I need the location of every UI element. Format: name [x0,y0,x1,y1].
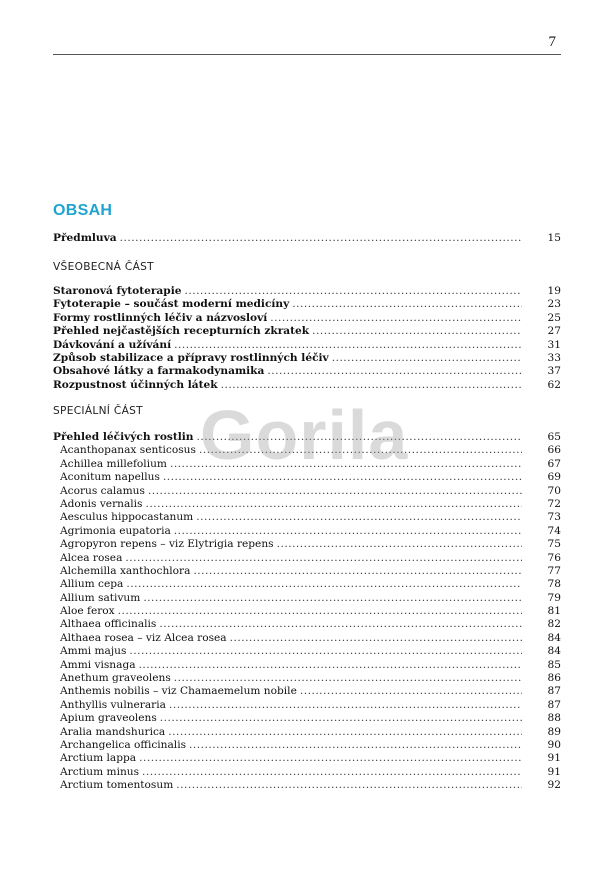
toc-subentry[interactable] [53,779,561,792]
toc-entry-page: 84 [547,645,561,658]
toc-subentry[interactable] [53,498,561,511]
toc-subentry[interactable] [53,752,561,765]
toc-subentry[interactable] [53,712,561,725]
toc-entry-page: 82 [547,618,561,631]
toc-entry-page: 65 [547,431,561,443]
toc-entry-label: Althaea rosea – viz Alcea rosea [60,631,227,644]
dot-leader [174,672,522,685]
dot-leader [139,659,522,672]
toc-entry-label: Fytoterapie – součást moderní medicíny [53,298,290,311]
toc-entry-preface[interactable] [53,232,561,245]
toc-entry-page: 85 [547,658,561,671]
toc-subentry[interactable] [53,525,561,538]
toc-entry-label: Staronová fytoterapie [53,285,182,297]
toc-entry[interactable] [53,379,561,392]
toc-entry-page: 66 [547,444,561,457]
toc-entry-label: Ammi majus [60,645,127,658]
toc-entry-page: 91 [547,752,561,765]
toc-entry-label: Arctium lappa [60,752,137,765]
toc-entry-page: 84 [547,631,561,644]
toc-subentry[interactable] [53,578,561,591]
toc-entry-label: Achillea millefolium [60,457,167,470]
toc-entry-page: 88 [547,712,561,725]
toc-entry-label: Aloe ferox [60,605,115,618]
toc-entry-page: 69 [547,471,561,484]
toc-entry[interactable] [53,365,561,378]
top-rule [53,54,561,55]
toc-entry-label: Arctium minus [60,765,140,778]
toc-entry-page: 77 [547,564,561,577]
dot-leader [143,592,522,605]
dot-leader [160,712,522,725]
toc-entry-page: 91 [547,765,561,778]
toc-entry-page: 27 [547,325,561,338]
dot-leader [169,699,522,712]
toc-subentry[interactable] [53,685,561,698]
preface-block [53,232,561,245]
toc-entry-label: Alcea rosea [60,551,123,564]
toc-entry-page: 15 [547,232,561,244]
dot-leader [267,365,522,378]
dot-leader [230,632,522,645]
dot-leader [199,444,522,457]
dot-leader [125,552,522,565]
toc-entry-page: 87 [547,685,561,698]
toc-entry[interactable] [53,298,561,311]
dot-leader [277,538,522,551]
toc-entry-page: 79 [547,591,561,604]
section-heading-general: VŠEOBECNÁ ČÁST [53,261,154,273]
toc-entry-page: 74 [547,524,561,537]
toc-entry-label: Archangelica officinalis [60,738,187,751]
toc-entry-label: Althaea officinalis [60,618,157,631]
toc-entry-label: Allium cepa [60,578,124,591]
special-part-list [53,431,561,793]
toc-subentry[interactable] [53,659,561,672]
toc-entry-label: Přehled nejčastějších recepturních zkratek [53,325,310,338]
toc-entry[interactable] [53,325,561,338]
toc-subentry[interactable] [53,511,561,524]
toc-entry-page: 19 [547,285,561,297]
toc-entry-label: Allium sativum [60,591,141,604]
toc-entry-label: Aconitum napellus [60,471,160,484]
toc-entry-page: 31 [547,338,561,351]
toc-entry[interactable] [53,285,561,298]
dot-leader [221,379,522,392]
dot-leader [174,525,522,538]
toc-entry-page: 67 [547,457,561,470]
dot-leader [176,779,522,792]
toc-subentry[interactable] [53,672,561,685]
toc-entry-page: 33 [547,351,561,364]
toc-entry-label: Acorus calamus [60,484,145,497]
toc-entry-label: Ammi visnaga [60,658,136,671]
toc-subentry[interactable] [53,565,561,578]
toc-subentry[interactable] [53,458,561,471]
toc-subentry[interactable] [53,645,561,658]
dot-leader [196,511,522,524]
toc-title: OBSAH [53,202,113,219]
dot-leader [170,458,522,471]
toc-subentry[interactable] [53,766,561,779]
toc-entry-label: Anthyllis vulneraria [60,698,166,711]
dot-leader [193,565,522,578]
toc-entry-label: Způsob stabilizace a přípravy rostlinných léčiv [53,351,329,364]
toc-subentry[interactable] [53,485,561,498]
toc-entry-label: Arctium tomentosum [60,779,174,792]
toc-entry-page: 81 [547,605,561,618]
general-part-list [53,285,561,392]
toc-subentry[interactable] [53,699,561,712]
toc-entry-label: Adonis vernalis [60,497,143,510]
toc-entry-page: 86 [547,672,561,685]
toc-entry-page: 37 [547,365,561,378]
toc-entry-page: 72 [547,497,561,510]
toc-entry-page: 76 [547,551,561,564]
watermark-logo: Gorila [200,396,409,474]
dot-leader [184,285,522,298]
dot-leader [292,298,522,311]
toc-subentry[interactable] [53,538,561,551]
toc-entry-label: Obsahové látky a farmakodynamika [53,365,265,378]
toc-subentry[interactable] [53,592,561,605]
toc-entry-page: 73 [547,511,561,524]
dot-leader [189,739,522,752]
dot-leader [300,685,522,698]
dot-leader [159,618,522,631]
dot-leader [139,752,522,765]
toc-entry-label: Acanthopanax senticosus [60,444,196,457]
toc-entry-label: Aralia mandshurica [60,725,166,738]
dot-leader [118,605,522,618]
toc-subentry[interactable] [53,739,561,752]
toc-entry-label: Alchemilla xanthochlora [60,564,191,577]
toc-entry-label: Předmluva [53,232,117,244]
toc-entry-label: Agropyron repens – viz Elytrigia repens [60,538,274,551]
toc-entry[interactable] [53,352,561,365]
toc-entry-page: 75 [547,538,561,551]
dot-leader [120,232,522,245]
toc-entry-label: Dávkování a užívání [53,338,172,351]
toc-subentry[interactable] [53,605,561,618]
toc-entry[interactable] [53,339,561,352]
toc-entry-page: 23 [547,298,561,311]
toc-subentry[interactable] [53,552,561,565]
dot-leader [332,352,522,365]
toc-entry-label: Anethum graveolens [60,672,171,685]
toc-entry[interactable] [53,312,561,325]
toc-entry-page: 89 [547,725,561,738]
dot-leader [142,766,522,779]
dot-leader [148,485,522,498]
dot-leader [312,325,522,338]
toc-subentry[interactable] [53,471,561,484]
dot-leader [126,578,522,591]
toc-entry-label: Přehled léčivých rostlin [53,431,194,443]
toc-entry-page: 78 [547,578,561,591]
toc-entry-label: Aesculus hippocastanum [60,511,194,524]
toc-subentry[interactable] [53,726,561,739]
toc-entry-label: Rozpustnost účinných látek [53,378,218,391]
toc-subentry[interactable] [53,632,561,645]
toc-entry-page: 90 [547,738,561,751]
dot-leader [197,431,523,444]
page-number: 7 [548,34,556,50]
toc-entry-label: Apium graveolens [60,712,157,725]
toc-entry-page: 25 [547,311,561,324]
toc-entry-page: 70 [547,484,561,497]
section-heading-special: SPECIÁLNÍ ČÁST [53,405,143,417]
toc-entry-label: Formy rostlinných léčiv a názvosloví [53,311,268,324]
toc-entry-label: Anthemis nobilis – viz Chamaemelum nobile [60,685,297,698]
dot-leader [174,339,522,352]
dot-leader [129,645,522,658]
dot-leader [168,726,522,739]
dot-leader [146,498,523,511]
toc-subentry[interactable] [53,444,561,457]
toc-entry-page: 62 [547,378,561,391]
toc-entry-label: Agrimonia eupatoria [60,524,171,537]
toc-subentry[interactable] [53,618,561,631]
toc-entry-page: 87 [547,698,561,711]
toc-entry-page: 92 [547,779,561,792]
dot-leader [163,471,522,484]
dot-leader [270,312,522,325]
toc-entry-plants-overview[interactable] [53,431,561,444]
